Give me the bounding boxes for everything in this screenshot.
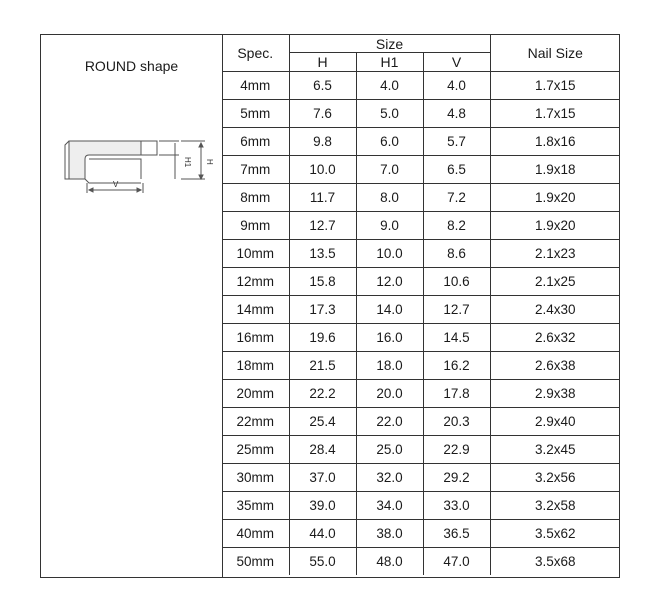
- cell-v: 5.7: [423, 128, 490, 156]
- spec-table: [222, 35, 620, 575]
- cell-h1: 32.0: [356, 464, 423, 492]
- table-row: [222, 380, 620, 408]
- cell-h1: 10.0: [356, 240, 423, 268]
- table-row: [222, 156, 620, 184]
- cell-v: 12.7: [423, 296, 490, 324]
- cell-h: 17.3: [289, 296, 356, 324]
- spec-table-body: [222, 72, 620, 576]
- size-header: Size: [289, 35, 490, 53]
- table-row: [222, 548, 620, 576]
- cell-v: 16.2: [423, 352, 490, 380]
- cell-h: 13.5: [289, 240, 356, 268]
- cell-spec: 4mm: [222, 72, 289, 100]
- cell-h1: 48.0: [356, 548, 423, 576]
- cell-nail: 2.1x23: [490, 240, 620, 268]
- cell-nail: 1.9x20: [490, 184, 620, 212]
- cell-v: 6.5: [423, 156, 490, 184]
- cell-spec: 25mm: [222, 436, 289, 464]
- table-row: [222, 324, 620, 352]
- cell-v: 4.0: [423, 72, 490, 100]
- cell-spec: 50mm: [222, 548, 289, 576]
- cell-nail: 3.5x68: [490, 548, 620, 576]
- cell-nail: 3.2x45: [490, 436, 620, 464]
- h-label: H: [205, 159, 214, 165]
- cell-h: 21.5: [289, 352, 356, 380]
- cell-h: 15.8: [289, 268, 356, 296]
- cell-h: 28.4: [289, 436, 356, 464]
- cell-h1: 18.0: [356, 352, 423, 380]
- spec-header: Spec.: [222, 35, 289, 72]
- cell-h: 19.6: [289, 324, 356, 352]
- cell-nail: 1.7x15: [490, 72, 620, 100]
- cell-v: 20.3: [423, 408, 490, 436]
- cell-v: 36.5: [423, 520, 490, 548]
- cell-h1: 22.0: [356, 408, 423, 436]
- cell-h1: 6.0: [356, 128, 423, 156]
- cell-spec: 20mm: [222, 380, 289, 408]
- cell-h1: 34.0: [356, 492, 423, 520]
- cell-h1: 9.0: [356, 212, 423, 240]
- shape-title: ROUND shape: [84, 58, 179, 74]
- round-staple-diagram: [61, 135, 214, 197]
- cell-v: 47.0: [423, 548, 490, 576]
- cell-spec: 5mm: [222, 100, 289, 128]
- cell-v: 10.6: [423, 268, 490, 296]
- cell-spec: 10mm: [222, 240, 289, 268]
- cell-spec: 14mm: [222, 296, 289, 324]
- table-row: [222, 408, 620, 436]
- cell-h: 7.6: [289, 100, 356, 128]
- cell-nail: 3.5x62: [490, 520, 620, 548]
- cell-v: 33.0: [423, 492, 490, 520]
- spec-sheet: [40, 34, 620, 578]
- cell-nail: 3.2x56: [490, 464, 620, 492]
- cell-spec: 12mm: [222, 268, 289, 296]
- v-header: V: [423, 53, 490, 72]
- table-row: [222, 240, 620, 268]
- cell-h: 39.0: [289, 492, 356, 520]
- table-row: [222, 464, 620, 492]
- h1-label: H1: [183, 157, 192, 168]
- cell-nail: 3.2x58: [490, 492, 620, 520]
- cell-spec: 40mm: [222, 520, 289, 548]
- cell-v: 8.2: [423, 212, 490, 240]
- cell-h1: 20.0: [356, 380, 423, 408]
- cell-nail: 2.4x30: [490, 296, 620, 324]
- cell-spec: 8mm: [222, 184, 289, 212]
- table-row: [222, 492, 620, 520]
- cell-h1: 7.0: [356, 156, 423, 184]
- cell-h: 6.5: [289, 72, 356, 100]
- table-row: [222, 296, 620, 324]
- cell-nail: 1.7x15: [490, 100, 620, 128]
- table-row: [222, 268, 620, 296]
- cell-h1: 12.0: [356, 268, 423, 296]
- cell-v: 17.8: [423, 380, 490, 408]
- cell-spec: 6mm: [222, 128, 289, 156]
- cell-h1: 5.0: [356, 100, 423, 128]
- v-label: V: [113, 180, 119, 189]
- cell-h1: 16.0: [356, 324, 423, 352]
- cell-v: 8.6: [423, 240, 490, 268]
- cell-nail: 2.6x32: [490, 324, 620, 352]
- cell-nail: 1.8x16: [490, 128, 620, 156]
- table-row: [222, 72, 620, 100]
- cell-h: 22.2: [289, 380, 356, 408]
- cell-spec: 30mm: [222, 464, 289, 492]
- table-row: [222, 520, 620, 548]
- cell-h: 55.0: [289, 548, 356, 576]
- table-row: [222, 128, 620, 156]
- cell-nail: 2.1x25: [490, 268, 620, 296]
- cell-nail: 1.9x18: [490, 156, 620, 184]
- cell-v: 29.2: [423, 464, 490, 492]
- cell-spec: 22mm: [222, 408, 289, 436]
- table-row: [222, 100, 620, 128]
- cell-v: 4.8: [423, 100, 490, 128]
- table-row: [222, 212, 620, 240]
- cell-spec: 18mm: [222, 352, 289, 380]
- cell-v: 14.5: [423, 324, 490, 352]
- staple-outline: [69, 141, 141, 179]
- cell-v: 22.9: [423, 436, 490, 464]
- h-header: H: [289, 53, 356, 72]
- cell-h: 9.8: [289, 128, 356, 156]
- cell-spec: 7mm: [222, 156, 289, 184]
- table-row: [222, 436, 620, 464]
- cell-h: 10.0: [289, 156, 356, 184]
- cell-nail: 1.9x20: [490, 212, 620, 240]
- cell-spec: 35mm: [222, 492, 289, 520]
- cell-nail: 2.9x40: [490, 408, 620, 436]
- nail-size-header: Nail Size: [490, 35, 620, 72]
- cell-h: 12.7: [289, 212, 356, 240]
- shape-panel: [41, 35, 223, 577]
- table-row: [222, 184, 620, 212]
- cell-h1: 14.0: [356, 296, 423, 324]
- cell-spec: 9mm: [222, 212, 289, 240]
- cell-nail: 2.9x38: [490, 380, 620, 408]
- table-row: [222, 352, 620, 380]
- cell-h: 44.0: [289, 520, 356, 548]
- cell-nail: 2.6x38: [490, 352, 620, 380]
- cell-h1: 38.0: [356, 520, 423, 548]
- cell-h: 11.7: [289, 184, 356, 212]
- cell-h: 25.4: [289, 408, 356, 436]
- cell-h1: 4.0: [356, 72, 423, 100]
- h1-header: H1: [356, 53, 423, 72]
- cell-spec: 16mm: [222, 324, 289, 352]
- cell-h1: 8.0: [356, 184, 423, 212]
- cell-h: 37.0: [289, 464, 356, 492]
- cell-h1: 25.0: [356, 436, 423, 464]
- cell-v: 7.2: [423, 184, 490, 212]
